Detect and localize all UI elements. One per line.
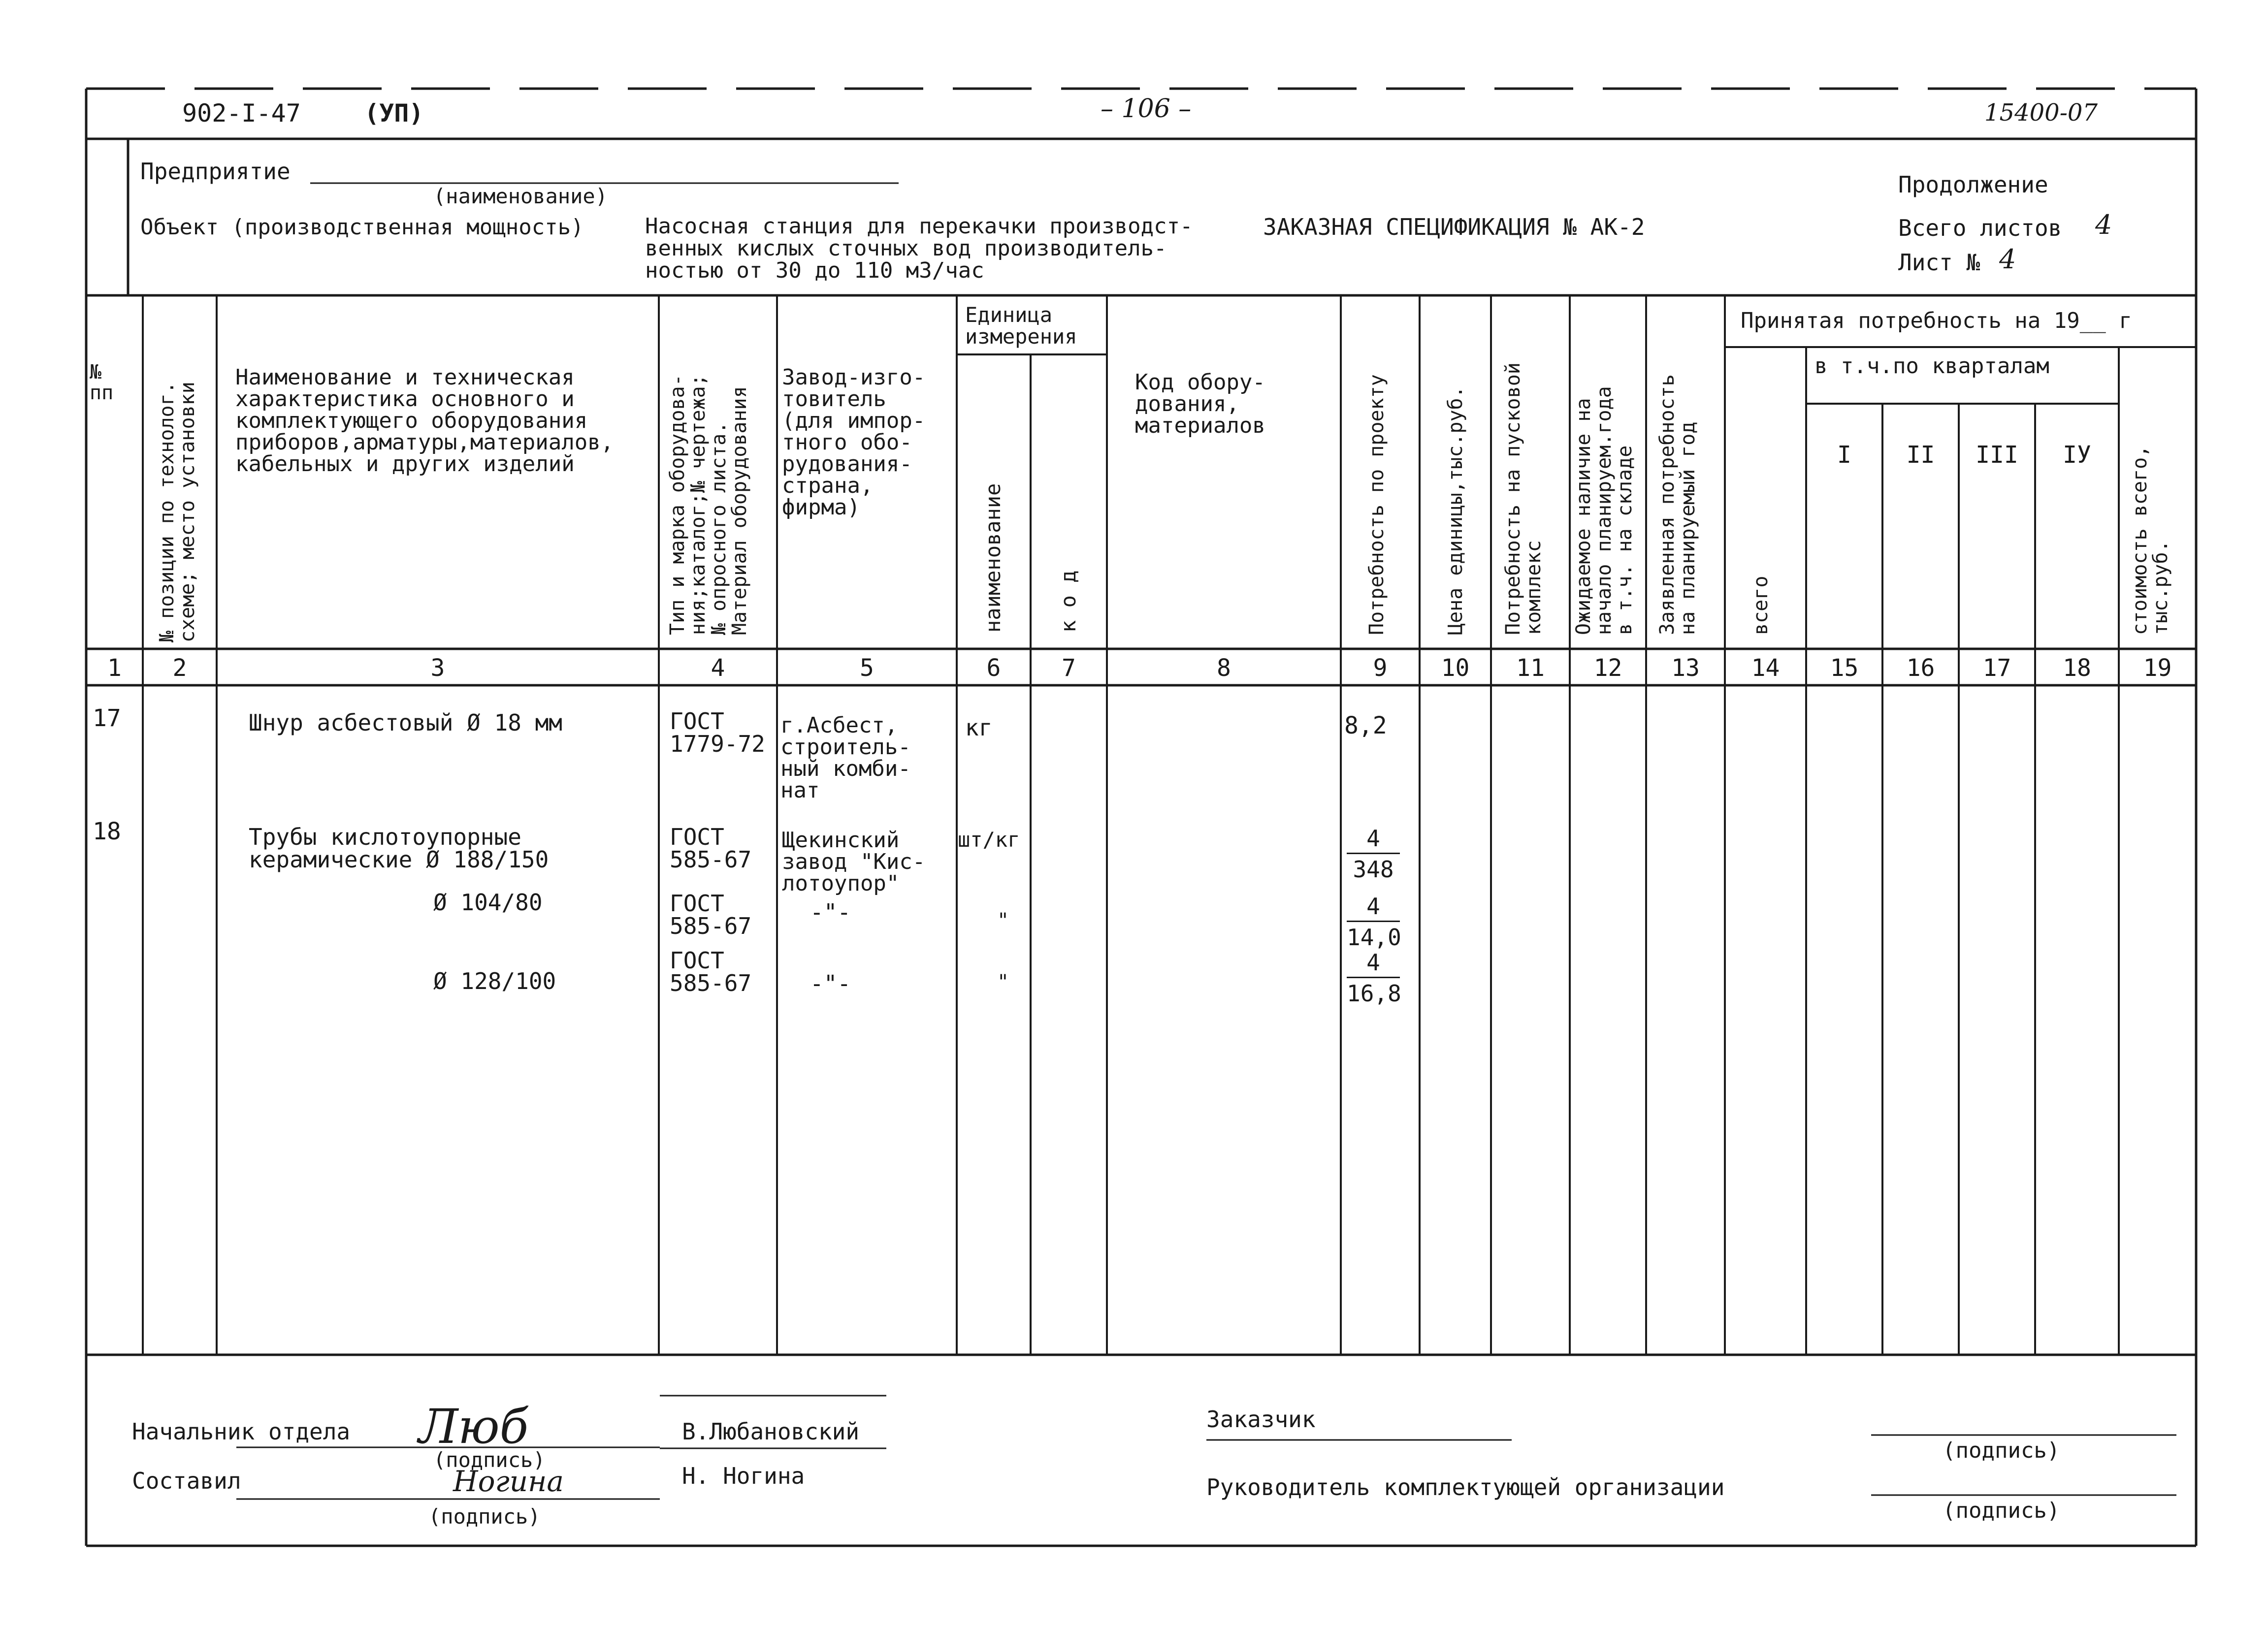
customer-label: Заказчик — [1206, 1406, 1316, 1433]
qty-mass: 16,8 — [1347, 980, 1401, 1007]
head-signature-caption: (подпись) — [433, 1448, 546, 1472]
col-num-6: 6 — [986, 654, 1001, 682]
total-sheets-label: Всего листов — [1898, 215, 2062, 241]
item-qty-fraction — [1347, 827, 1400, 881]
item-unit: " — [997, 909, 1009, 932]
q3-header: III — [1976, 441, 2018, 469]
q1-header: I — [1837, 441, 1851, 469]
col-12-header: Ожидаемое наличие на начало планируем.года в т.ч. на складе — [1572, 386, 1636, 635]
head-signature: Люб — [419, 1399, 529, 1454]
compiled-signature: Ногина — [453, 1465, 564, 1498]
name-caption: (наименование) — [433, 184, 608, 208]
col-num-9: 9 — [1373, 654, 1388, 682]
col-2-header: № позиции по технолог. схеме; место установки — [156, 382, 199, 642]
col-num-10: 10 — [1441, 654, 1470, 682]
item-name: Ø 128/100 — [433, 968, 556, 994]
col-19-header: стоимость всего, тыс.руб. — [2129, 445, 2172, 635]
qty-mass: 348 — [1353, 856, 1394, 883]
page-number: – 106 – — [1101, 94, 1192, 124]
item-name: Трубы кислотоупорные керамические Ø 188/150 — [249, 824, 549, 873]
col-num-13: 13 — [1671, 654, 1700, 682]
continuation-label: Продолжение — [1898, 171, 2048, 198]
object-line-2: венных кислых сточных вод производитель- — [645, 236, 1167, 261]
compiled-name: Н. Ногина — [682, 1463, 805, 1489]
col-num-5: 5 — [860, 654, 874, 682]
col-num-2: 2 — [172, 654, 187, 682]
compiled-signature-caption: (подпись) — [428, 1504, 541, 1529]
col-num-8: 8 — [1217, 654, 1231, 682]
col-num-14: 14 — [1751, 654, 1780, 682]
item-standard: ГОСТ 585-67 — [670, 947, 752, 996]
org-head-signature-caption: (подпись) — [1943, 1498, 2060, 1523]
col-num-1: 1 — [107, 654, 122, 682]
col-6-header: наименование — [981, 483, 1005, 633]
col-num-16: 16 — [1906, 654, 1935, 682]
spec-title: ЗАКАЗНАЯ СПЕЦИФИКАЦИЯ № АК-2 — [1263, 214, 1645, 240]
col-num-15: 15 — [1830, 654, 1859, 682]
col-num-19: 19 — [2143, 654, 2172, 682]
col-num-12: 12 — [1593, 654, 1622, 682]
item-qty: 8,2 — [1344, 712, 1387, 739]
item-name: Шнур асбестовый Ø 18 мм — [249, 709, 562, 736]
item-maker: -"- — [810, 899, 851, 926]
doc-code: 902-I-47 — [182, 99, 301, 128]
item-unit: кг — [965, 714, 993, 741]
col-8-header: Код обору- дования, материалов — [1135, 370, 1265, 438]
enterprise-label: Предприятие — [140, 158, 291, 185]
col-9-header: Потребность по проекту — [1365, 374, 1388, 635]
item-unit: " — [997, 971, 1009, 993]
quarters-header: в т.ч.по кварталам — [1814, 353, 2049, 379]
item-name: Ø 104/80 — [433, 889, 543, 916]
qty-count: 4 — [1347, 827, 1400, 854]
col-num-7: 7 — [1062, 654, 1076, 682]
col-3-header: Наименование и техническая характеристика основного и комплектующего оборудования приборов,арматуры,материалов, кабельных и других изделий — [235, 365, 614, 477]
item-standard: ГОСТ 585-67 — [670, 890, 752, 939]
item-qty-fraction — [1347, 951, 1400, 1005]
archive-code: 15400-07 — [1984, 99, 2098, 127]
col-11-header: Потребность на пусковой комплекс — [1502, 362, 1545, 635]
unit-group-header: Единица измерения — [965, 303, 1077, 349]
qty-count: 4 — [1347, 895, 1400, 922]
col-num-18: 18 — [2063, 654, 2091, 682]
object-label: Объект (производственная мощность) — [140, 215, 584, 240]
col-4-header: Тип и марка оборудова- ния;каталог;№ чертежа; № опросного листа. Материал оборудования — [666, 374, 751, 635]
col-10-header: Цена единицы,тыс.руб. — [1444, 386, 1467, 635]
object-line-3: ностью от 30 до 110 м3/час — [645, 258, 984, 283]
col-num-11: 11 — [1516, 654, 1545, 682]
sheet-label: Лист № — [1898, 249, 1980, 276]
col-7-header: к о д — [1056, 570, 1080, 633]
item-unit: шт/кг — [958, 828, 1020, 852]
qty-count: 4 — [1347, 951, 1400, 978]
row-number: 17 — [93, 704, 121, 732]
col-num-3: 3 — [430, 654, 445, 682]
sheet-value: 4 — [1999, 244, 2016, 275]
item-qty-fraction — [1347, 895, 1400, 949]
item-maker: Щекинский завод "Кис- лотоупор" — [782, 828, 926, 896]
head-name: В.Любановский — [682, 1418, 860, 1445]
col-num-4: 4 — [711, 654, 725, 682]
head-of-department-label: Начальник отдела — [132, 1418, 351, 1445]
q2-header: II — [1906, 441, 1935, 469]
customer-signature-caption: (подпись) — [1943, 1438, 2060, 1463]
qty-mass: 14,0 — [1347, 924, 1401, 951]
col-13-header: Заявленная потребность на планируемый год — [1656, 374, 1699, 635]
item-standard: ГОСТ 585-67 — [670, 824, 752, 873]
col-num-17: 17 — [1982, 654, 2011, 682]
item-maker: -"- — [810, 970, 851, 997]
col-14-header: всего — [1750, 575, 1772, 635]
q4-header: IУ — [2063, 441, 2091, 469]
total-sheets-value: 4 — [2095, 209, 2112, 240]
col-5-header: Завод-изго- товитель (для импор- тного обо- рудования- страна, фирма) — [782, 365, 926, 520]
org-head-label: Руководитель комплектующей организации — [1206, 1474, 1725, 1500]
doc-part: (УП) — [364, 99, 424, 128]
accepted-header: Принятая потребность на 19__ г — [1741, 308, 2132, 333]
row-number: 18 — [93, 818, 121, 845]
item-maker: г.Асбест, строитель- ный комби- нат — [780, 713, 911, 803]
col-1-header: № пп — [90, 361, 114, 404]
object-line-1: Насосная станция для перекачки производст- — [645, 214, 1193, 239]
compiled-by-label: Составил — [132, 1468, 241, 1494]
item-standard: ГОСТ 1779-72 — [670, 708, 765, 757]
